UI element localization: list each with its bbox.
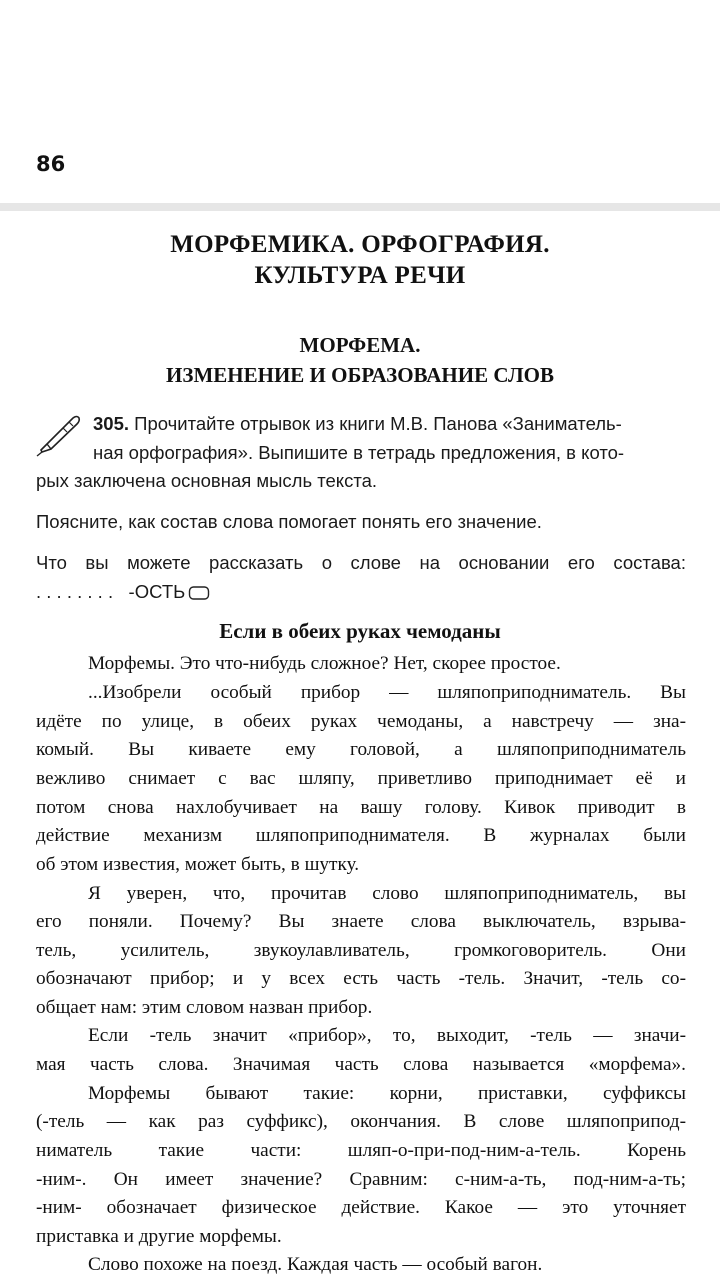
story-line: мая часть слова. Значимая часть слова называется «морфема». xyxy=(36,1054,686,1075)
story-line: вежливо снимает с вас шляпу, приветливо приподнимает её и xyxy=(36,768,686,789)
exercise-line-2: ная орфография». Выпишите в тетрадь предложения, в кото- xyxy=(93,442,625,463)
section-title-line2: КУЛЬТУРА РЕЧИ xyxy=(254,262,466,289)
story-line: Слово похоже на поезд. Каждая часть — особый вагон. xyxy=(88,1254,543,1275)
story-line: Морфемы. Это что-нибудь сложное? Нет, скорее простое. xyxy=(88,653,561,674)
exercise-line-1: 305. Прочитайте отрывок из книги М.В. Панова «Заниматель- xyxy=(93,413,622,434)
subsection-title-line2: ИЗМЕНЕНИЕ И ОБРАЗОВАНИЕ СЛОВ xyxy=(166,363,554,387)
subsection-title-line1: МОРФЕМА. xyxy=(299,333,421,357)
story-line: его поняли. Почему? Вы знаете слова выключатель, взрыва- xyxy=(36,911,686,932)
ending-marker-icon xyxy=(188,585,210,601)
exercise-number: 305. xyxy=(93,413,130,434)
pen-icon xyxy=(33,408,83,458)
story-line: (-тель — как раз суффикс), окончания. В слове шляпоприпод- xyxy=(36,1111,686,1132)
exercise-question-1: Поясните, как состав слова помогает понять его значение. xyxy=(36,511,542,532)
story-line: об этом известия, может быть, в шутку. xyxy=(36,854,360,875)
story-line: обозначают прибор; и у всех есть часть -тель. Значит, -тель со- xyxy=(36,968,686,989)
exercise-line-3: рых заключена основная мысль текста. xyxy=(36,470,378,491)
story-line: -ним- обозначает физическое действие. Какое — это уточняет xyxy=(36,1197,686,1218)
pattern-suffix: -ОСТЬ xyxy=(128,581,186,602)
story-line: тель, усилитель, звукоулавливатель, громкоговоритель. Они xyxy=(36,940,686,961)
story-line: действие механизм шляпоприподнимателя. В журналах были xyxy=(36,825,686,846)
story-line: ...Изобрели особый прибор — шляпоприподниматель. Вы xyxy=(88,682,686,703)
story-line: Я уверен, что, прочитав слово шляпоприподниматель, вы xyxy=(88,883,686,904)
pattern-dots: . . . . . . . . xyxy=(36,581,114,602)
story-title: Если в обеих руках чемоданы xyxy=(219,619,501,643)
exercise-question-2: Что вы можете рассказать о слове на основании его состава: xyxy=(36,552,686,573)
header-divider xyxy=(0,203,720,211)
story-line: ниматель такие части: шляп-о-при-под-ним-а-тель. Корень xyxy=(36,1140,686,1161)
story-line: общает нам: этим словом назван прибор. xyxy=(36,997,373,1018)
story-line: Морфемы бывают такие: корни, приставки, суффиксы xyxy=(88,1083,686,1104)
story-line: идёте по улице, в обеих руках чемоданы, а навстречу — зна- xyxy=(36,711,686,732)
story-line: потом снова нахлобучивает на вашу голову. Кивок приводит в xyxy=(36,797,686,818)
page-number: 86 xyxy=(36,152,66,176)
story-line: Если -тель значит «прибор», то, выходит, -тель — значи- xyxy=(88,1025,686,1046)
story-line: -ним-. Он имеет значение? Сравним: с-ним-а-ть, под-ним-а-ть; xyxy=(36,1169,686,1190)
section-title-line1: МОРФЕМИКА. ОРФОГРАФИЯ. xyxy=(170,231,550,258)
morpheme-pattern xyxy=(36,581,210,603)
story-line: комый. Вы киваете ему головой, а шляпоприподниматель xyxy=(36,739,686,760)
story-line: приставка и другие морфемы. xyxy=(36,1226,282,1247)
